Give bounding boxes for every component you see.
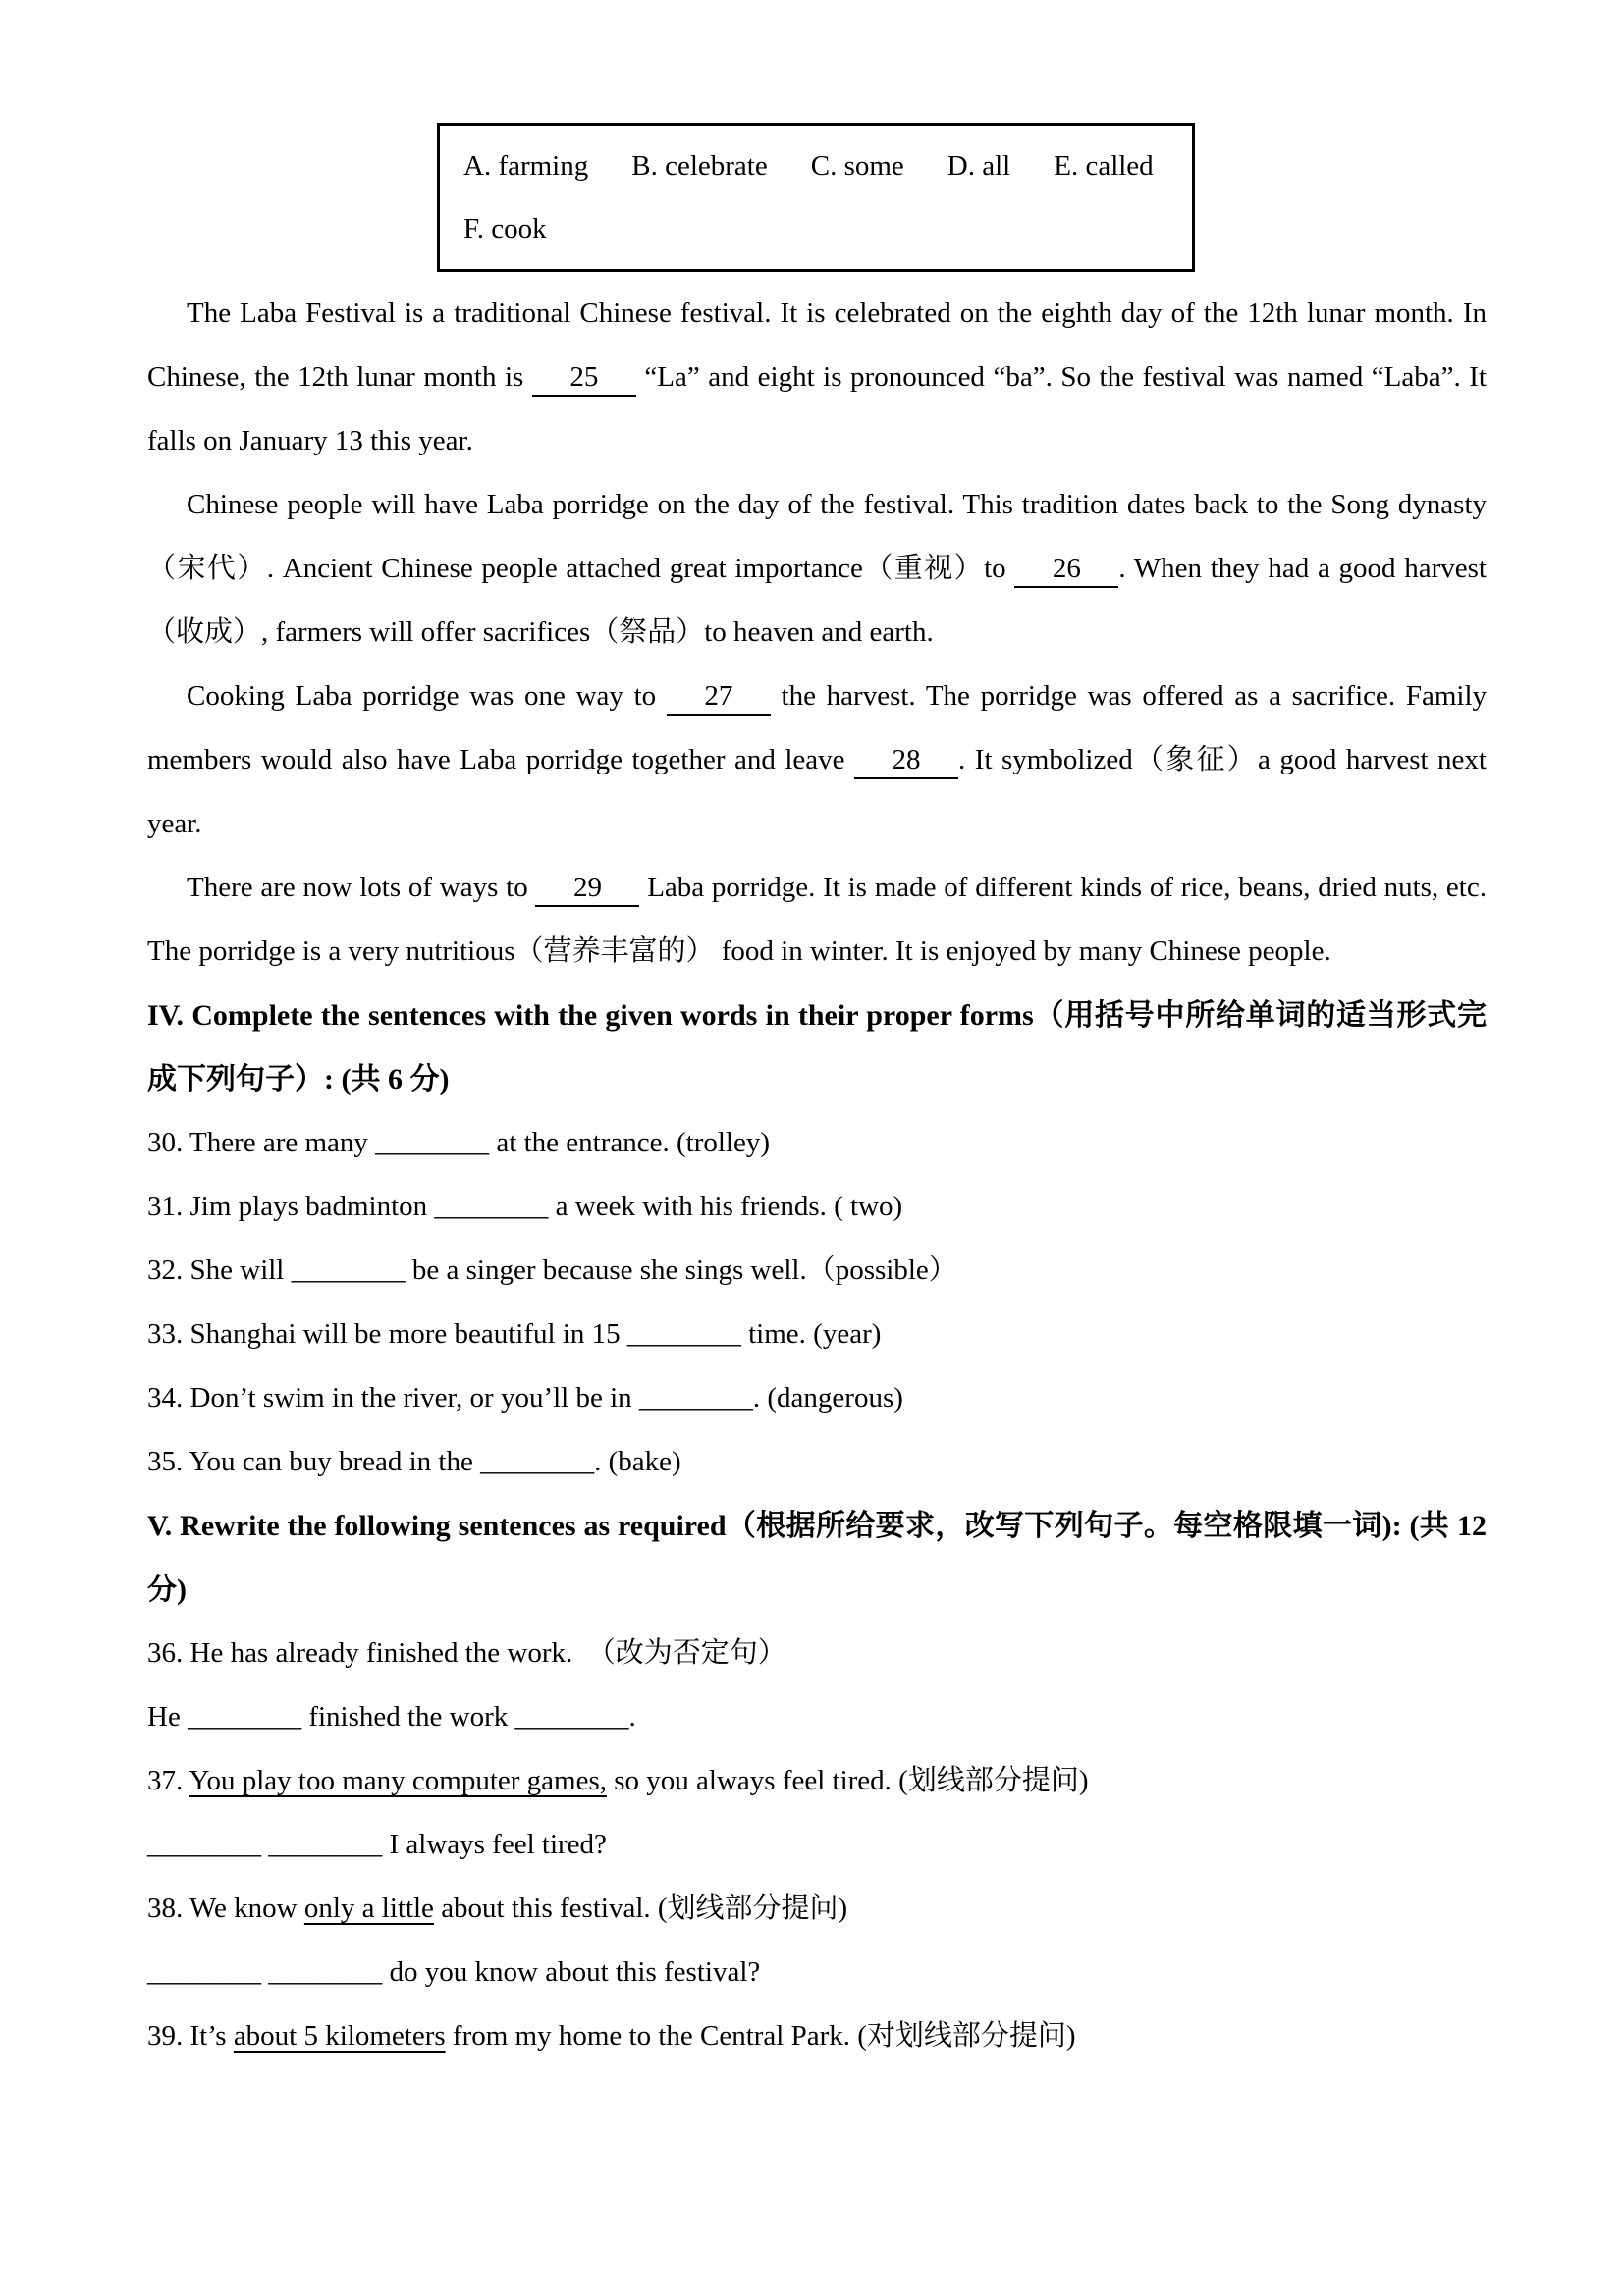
section-iv-heading: IV. Complete the sentences with the given words in their proper forms（用括号中所给单词的适当形式完成下列句子）: (共 6 分) [147,999,1487,1095]
word-bank-option-f: F. cook [463,213,547,244]
answer-line-38: ________ ________ do you know about this festival? [147,1956,761,1988]
section-v-heading: V. Rewrite the following sentences as required（根据所给要求，改写下列句子。每空格限填一词): (共 12 分) [147,1510,1487,1606]
question-33: 33. Shanghai will be more beautiful in 15 ________ time. (year) [147,1318,882,1350]
word-bank-box [437,123,1195,272]
passage-paragraph-2: Chinese people will have Laba porridge on the day of the festival. This tradition dates back to the Song dynasty（宋代）. Ancient Chinese people attached great importance（重视）to 26 . When they had a good harvest（收成）, farmers will offer sacrifices（祭品）to heaven and earth. [147,489,1487,648]
word-bank-option-d: D. all [947,150,1011,182]
word-bank-option-a: A. farming [463,150,589,182]
question-37: 37. You play too many computer games, so you always feel tired. (划线部分提问) [147,1765,1089,1796]
section-iv-questions [147,1111,1487,1494]
question-31: 31. Jim plays badminton ________ a week with his friends. ( two) [147,1191,903,1222]
question-30: 30. There are many ________ at the entrance. (trolley) [147,1127,770,1158]
question-38: 38. We know only a little about this festival. (划线部分提问) [147,1893,848,1924]
answer-line-36: He ________ finished the work ________. [147,1701,636,1733]
cloze-passage [147,282,1487,984]
question-35: 35. You can buy bread in the ________. (bake) [147,1446,681,1477]
question-39: 39. It’s about 5 kilometers from my home to the Central Park. (对划线部分提问) [147,2020,1076,2052]
word-bank-option-e: E. called [1054,150,1154,182]
word-bank-row-1 [463,134,1182,197]
section-v-questions [147,1622,1487,2068]
word-bank-option-b: B. celebrate [631,150,768,182]
answer-line-37: ________ ________ I always feel tired? [147,1829,607,1860]
question-36: 36. He has already finished the work. （改为否定句） [147,1637,786,1669]
word-bank-row-2 [463,197,1182,260]
passage-paragraph-3: Cooking Laba porridge was one way to 27 the harvest. The porridge was offered as a sacrifice. Family members would also have Laba porridge together and leave 28 . It symbolized（象征）a good harvest next year. [147,680,1487,839]
page-content [147,123,1487,2068]
passage-paragraph-4: There are now lots of ways to 29 Laba porridge. It is made of different kinds of rice, beans, dried nuts, etc. The porridge is a very nutritious（营养丰富的） food in winter. It is enjoyed by many Chinese people. [147,872,1487,967]
question-32: 32. She will ________ be a singer because she sings well.（possible） [147,1255,957,1286]
word-bank-option-c: C. some [810,150,904,182]
passage-paragraph-1: The Laba Festival is a traditional Chinese festival. It is celebrated on the eighth day of the 12th lunar month. In Chinese, the 12th lunar month is 25 “La” and eight is pronounced “ba”. So the festival was named “Laba”. It falls on January 13 this year. [147,297,1487,456]
question-34: 34. Don’t swim in the river, or you’ll be in ________. (dangerous) [147,1382,903,1414]
